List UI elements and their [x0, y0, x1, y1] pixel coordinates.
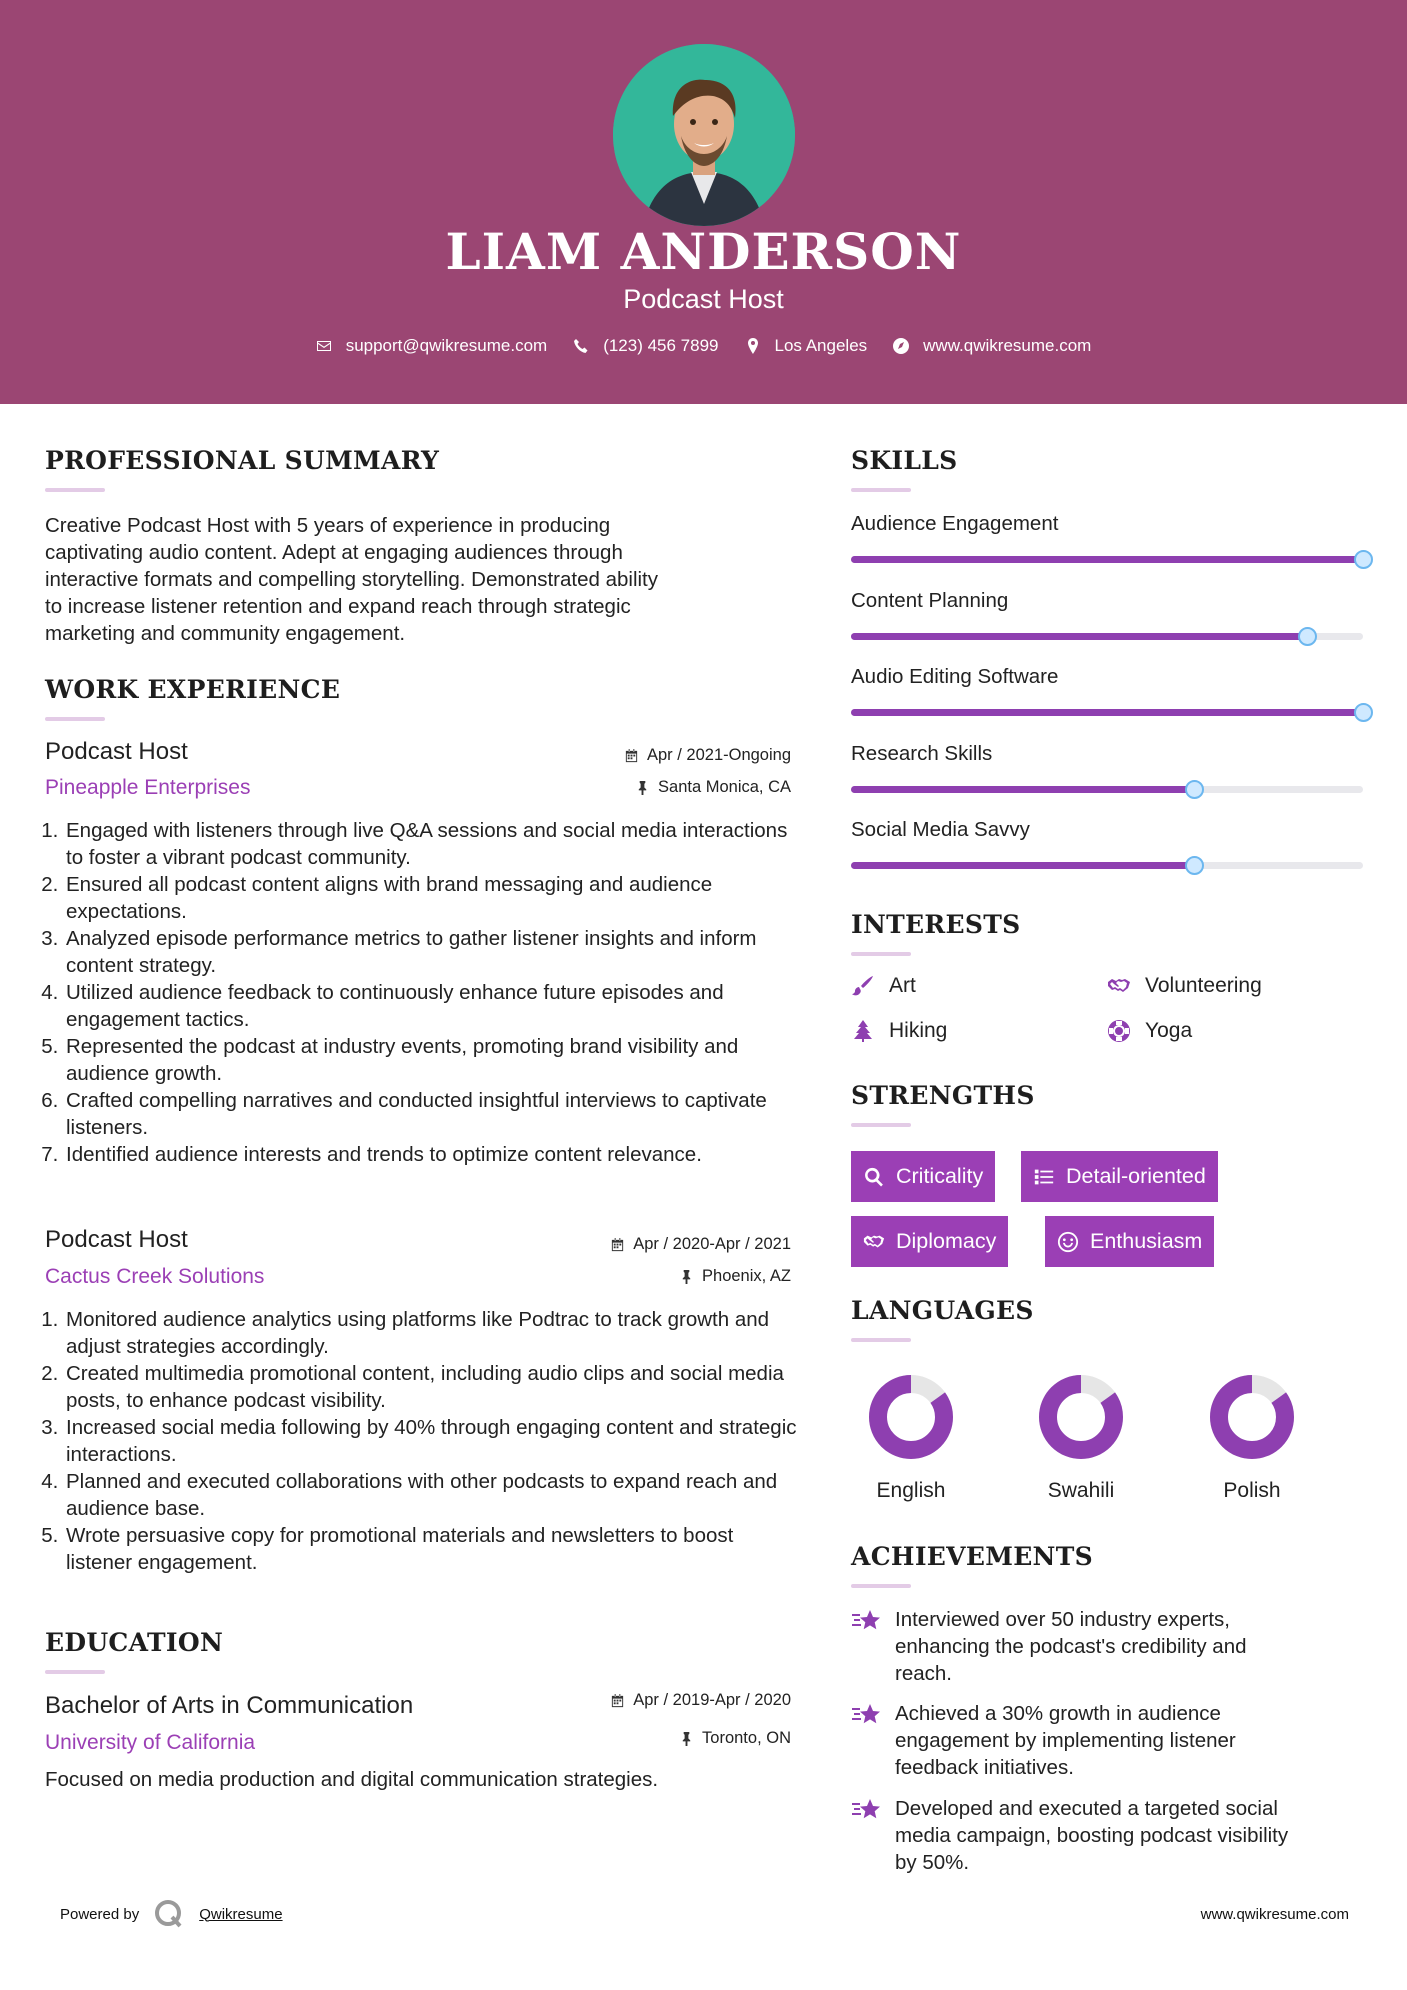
achievement-line: reach.	[895, 1662, 952, 1685]
skill-bar-knob	[1354, 703, 1373, 722]
skill-bar-fill	[851, 709, 1363, 716]
interest-label: Hiking	[889, 1019, 948, 1042]
list-item: 4. Utilized audience feedback to continuously enhance future episodes and engagement tactics.	[64, 979, 798, 1033]
envelope-icon	[316, 338, 332, 354]
contact-phone[interactable]	[573, 336, 718, 356]
job-duties-list	[38, 817, 798, 1168]
list-item: 4. Planned and executed collaborations with other podcasts to expand reach and audience base.	[64, 1468, 798, 1522]
shooting-star-icon	[851, 1608, 883, 1636]
candidate-name: LIAM ANDERSON	[445, 222, 962, 281]
contact-website[interactable]	[893, 336, 1091, 356]
shooting-star-icon	[851, 1702, 883, 1730]
language-label: English	[876, 1479, 946, 1502]
list-item: 1. Engaged with listeners through live Q&A sessions and social media interactions to foster a vibrant podcast community.	[64, 817, 798, 871]
profile-photo	[613, 44, 795, 226]
school-name: University of California	[45, 1731, 256, 1754]
language-item-polish	[1197, 1373, 1307, 1503]
skill-label: Content Planning	[851, 588, 1009, 612]
language-donut	[1037, 1373, 1125, 1461]
strengths-heading: STRENGTHS	[851, 1081, 1035, 1110]
languages-heading-underline	[851, 1338, 911, 1342]
skill-bar-knob	[1185, 856, 1204, 875]
job-company: Cactus Creek Solutions	[45, 1265, 265, 1288]
experience-heading: WORK EXPERIENCE	[45, 675, 341, 704]
strength-label: Enthusiasm	[1090, 1229, 1203, 1253]
skill-label: Audience Engagement	[851, 512, 1059, 535]
handshake-icon	[1107, 974, 1131, 998]
education-description: Focused on media production and digital communication strategies.	[45, 1768, 659, 1791]
achievement-item	[851, 1795, 1288, 1876]
achievements-heading-underline	[851, 1584, 911, 1588]
list-item: 5. Wrote persuasive copy for promotional materials and newsletters to boost listener engagement.	[64, 1522, 798, 1576]
achievements-heading: ACHIEVEMENTS	[851, 1542, 1093, 1571]
handshake-icon	[863, 1231, 885, 1253]
strength-chip-enthusiasm	[1045, 1216, 1214, 1267]
list-item: 3. Increased social media following by 40% through engaging content and strategic interactions.	[64, 1414, 798, 1468]
summary-line: marketing and community engagement.	[45, 622, 406, 645]
list-item: 2. Created multimedia promotional content, including audio clips and social media posts, to enhance podcast visibility.	[64, 1360, 798, 1414]
paintbrush-icon	[851, 974, 875, 998]
education-heading-underline	[45, 1670, 105, 1674]
skills-heading: SKILLS	[851, 446, 958, 475]
education-location-text: Toronto, ON	[702, 1729, 791, 1747]
skill-bar	[851, 862, 1363, 869]
powered-by-text: Powered by	[60, 1905, 140, 1923]
contact-email[interactable]	[316, 336, 548, 356]
interest-label: Art	[889, 974, 916, 997]
interests-heading-underline	[851, 952, 911, 956]
job-location	[480, 1267, 791, 1286]
skill-bar	[851, 633, 1363, 640]
job-date-text: Apr / 2020-Apr / 2021	[633, 1235, 791, 1253]
list-item: 7. Identified audience interests and trends to optimize content relevance.	[64, 1141, 798, 1168]
achievement-line: enhancing the podcast's credibility and	[895, 1635, 1247, 1658]
footer-powered-by	[60, 1898, 283, 1930]
strength-label: Diplomacy	[896, 1229, 997, 1253]
achievement-line: feedback initiatives.	[895, 1756, 1074, 1779]
candidate-title: Podcast Host	[623, 284, 784, 314]
job-date-text: Apr / 2021-Ongoing	[646, 746, 791, 764]
achievement-line: media campaign, boosting podcast visibility	[895, 1824, 1289, 1847]
person-avatar-icon	[613, 44, 795, 226]
summary-text	[45, 512, 785, 647]
list-item: 3. Analyzed episode performance metrics to gather listener insights and inform content strategy.	[64, 925, 798, 979]
shooting-star-icon	[851, 1797, 883, 1825]
calendar-icon	[610, 1693, 625, 1708]
education-location	[480, 1729, 791, 1748]
skill-bar	[851, 556, 1363, 563]
job-date	[480, 746, 791, 765]
achievement-line: Achieved a 30% growth in audience	[895, 1702, 1221, 1725]
languages-heading: LANGUAGES	[851, 1296, 1034, 1325]
map-pin-icon	[745, 338, 761, 354]
skill-bar-fill	[851, 556, 1363, 563]
summary-heading: PROFESSIONAL SUMMARY	[45, 446, 440, 475]
pushpin-icon	[635, 780, 650, 795]
calendar-icon	[610, 1237, 625, 1252]
job-location-text: Phoenix, AZ	[702, 1267, 791, 1285]
list-item: 6. Crafted compelling narratives and conducted insightful interviews to captivate listeners.	[64, 1087, 798, 1141]
summary-heading-underline	[45, 488, 105, 492]
achievement-line: engagement by implementing listener	[895, 1729, 1236, 1752]
skill-bar	[851, 786, 1363, 793]
interest-item-hiking	[851, 1019, 947, 1043]
achievement-line: Interviewed over 50 industry experts,	[895, 1608, 1230, 1631]
strength-chip-detail-oriented	[1021, 1151, 1218, 1202]
list-item: 5. Represented the podcast at industry events, promoting brand visibility and audience growth.	[64, 1033, 798, 1087]
website-text: www.qwikresume.com	[923, 336, 1092, 355]
skill-bar-fill	[851, 786, 1194, 793]
achievement-line: by 50%.	[895, 1851, 970, 1874]
skill-label: Audio Editing Software	[851, 665, 1059, 688]
language-donut	[867, 1373, 955, 1461]
qwikresume-logo-icon	[153, 1898, 185, 1930]
summary-line: captivating audio content. Adept at engaging audiences through	[45, 541, 623, 564]
interest-item-art	[851, 974, 916, 998]
language-label: Swahili	[1047, 1479, 1115, 1502]
job-duties-list	[38, 1306, 798, 1576]
interest-item-volunteering	[1107, 974, 1262, 998]
job-location-text: Santa Monica, CA	[658, 778, 791, 796]
achievement-item	[851, 1700, 1236, 1781]
skill-bar-knob	[1298, 627, 1317, 646]
summary-line: Creative Podcast Host with 5 years of experience in producing	[45, 514, 611, 537]
summary-line: to increase listener retention and expand reach through strategic	[45, 595, 631, 618]
education-heading: EDUCATION	[45, 1628, 224, 1657]
education-date-text: Apr / 2019-Apr / 2020	[633, 1691, 791, 1709]
interest-item-yoga	[1107, 1019, 1192, 1043]
phone-icon	[573, 338, 589, 354]
globe-icon	[893, 338, 909, 354]
strengths-heading-underline	[851, 1123, 911, 1127]
resume-header	[0, 0, 1407, 404]
location-text: Los Angeles	[774, 336, 868, 355]
language-item-english	[856, 1373, 966, 1503]
experience-heading-underline	[45, 717, 105, 721]
summary-line: interactive formats and compelling storytelling. Demonstrated ability	[45, 568, 658, 591]
pushpin-icon	[679, 1731, 694, 1746]
education-date	[480, 1691, 791, 1710]
skill-bar-fill	[851, 633, 1307, 640]
skill-bar-fill	[851, 862, 1194, 869]
interests-heading: INTERESTS	[851, 910, 1021, 939]
pushpin-icon	[679, 1269, 694, 1284]
degree-title: Bachelor of Arts in Communication	[45, 1692, 414, 1719]
skill-bar-knob	[1185, 780, 1204, 799]
job-date	[480, 1235, 791, 1254]
language-item-swahili	[1026, 1373, 1136, 1503]
list-item: 2. Ensured all podcast content aligns with brand messaging and audience expectations.	[64, 871, 798, 925]
strength-chip-diplomacy	[851, 1216, 1008, 1267]
smile-icon	[1057, 1231, 1079, 1253]
job-title: Podcast Host	[45, 738, 188, 765]
skills-heading-underline	[851, 488, 911, 492]
job-title: Podcast Host	[45, 1226, 188, 1253]
list-icon	[1033, 1166, 1055, 1188]
list-item: 1. Monitored audience analytics using platforms like Podtrac to track growth and adjust strategies accordingly.	[64, 1306, 798, 1360]
strength-label: Criticality	[896, 1164, 984, 1188]
brand-link[interactable]: Qwikresume	[199, 1905, 283, 1923]
contact-location	[745, 336, 868, 356]
language-label: Polish	[1223, 1479, 1281, 1502]
strength-label: Detail-oriented	[1066, 1164, 1206, 1188]
skill-bar	[851, 709, 1363, 716]
skill-bar-knob	[1354, 550, 1373, 569]
achievement-line: Developed and executed a targeted social	[895, 1797, 1278, 1820]
email-text: support@qwikresume.com	[345, 336, 548, 355]
interest-label: Yoga	[1145, 1019, 1193, 1042]
language-donut	[1208, 1373, 1296, 1461]
interest-label: Volunteering	[1145, 974, 1262, 997]
lifering-icon	[1107, 1019, 1131, 1043]
phone-text: (123) 456 7899	[603, 336, 719, 355]
job-location	[480, 778, 791, 797]
achievement-item	[851, 1606, 1247, 1687]
contact-bar	[0, 336, 1407, 356]
calendar-icon	[624, 748, 639, 763]
search-icon	[863, 1166, 885, 1188]
footer-website-link[interactable]: www.qwikresume.com	[1200, 1906, 1349, 1923]
tree-icon	[851, 1019, 875, 1043]
skill-label: Social Media Savvy	[851, 818, 1030, 841]
job-company: Pineapple Enterprises	[45, 776, 251, 799]
skill-label: Research Skills	[851, 741, 993, 765]
strength-chip-criticality	[851, 1151, 995, 1202]
